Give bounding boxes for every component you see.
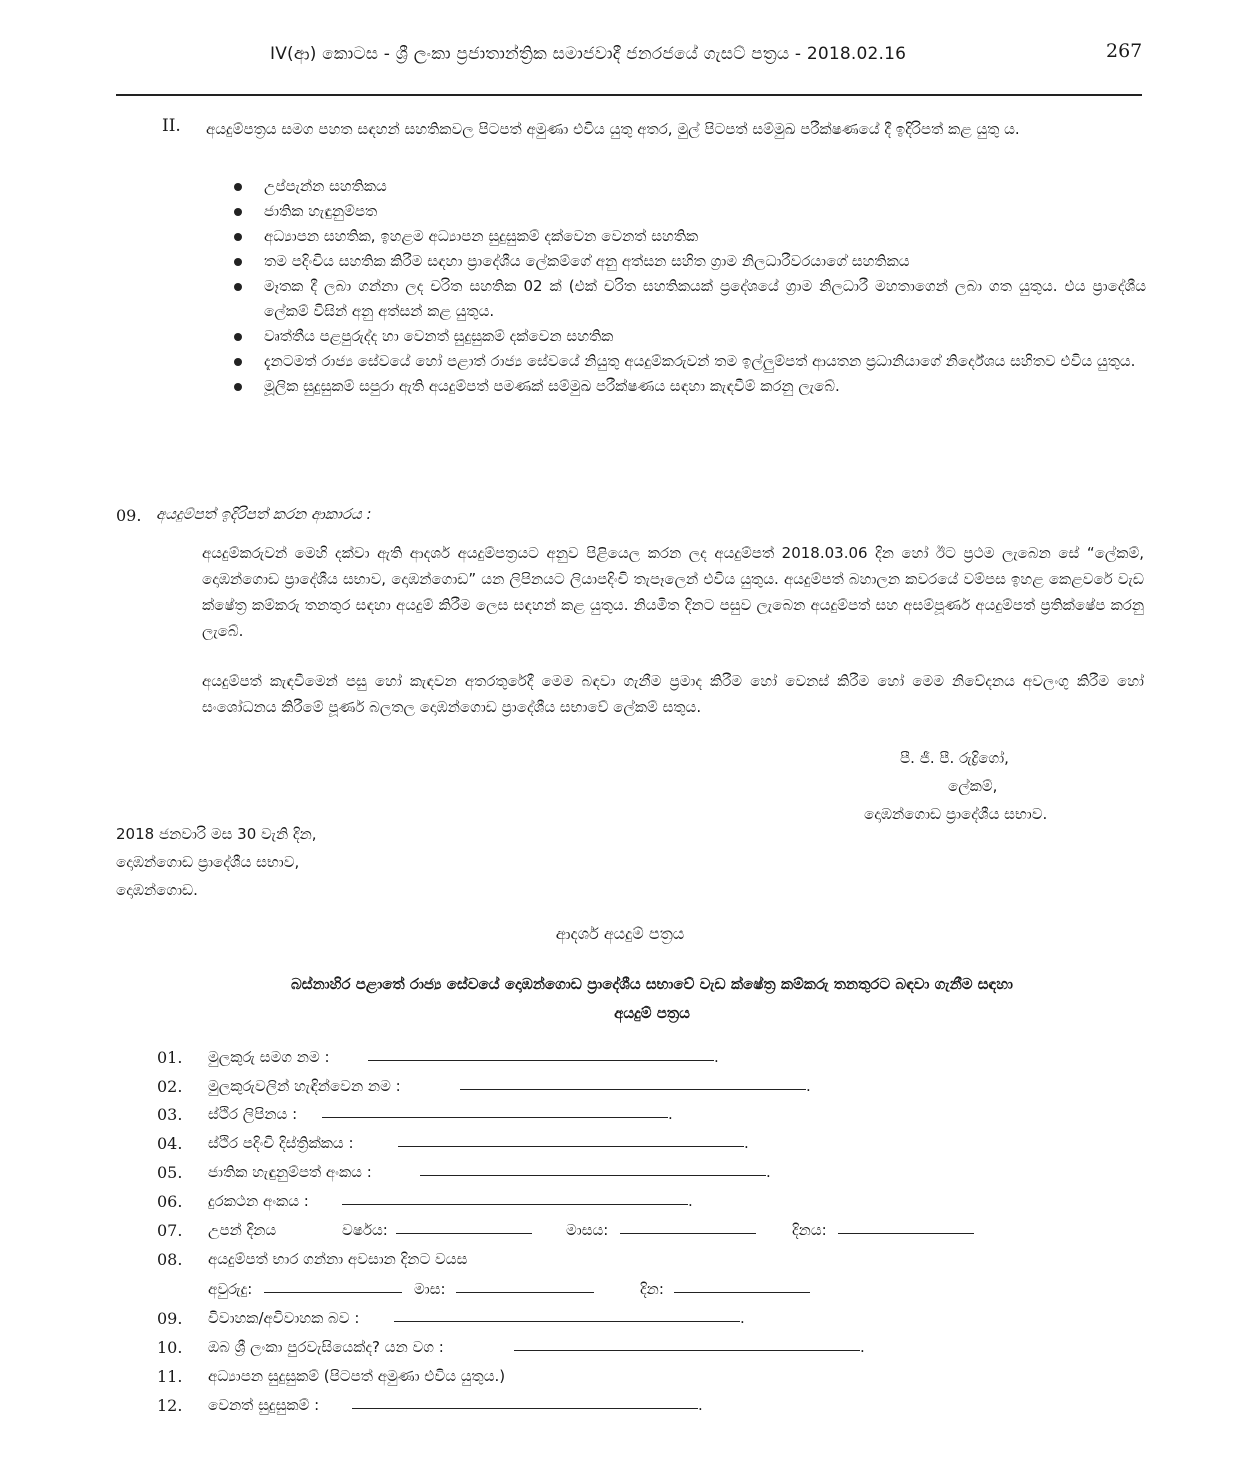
field-number: 12. (157, 1396, 183, 1415)
fill-line (322, 1117, 668, 1118)
fill-line (838, 1233, 974, 1234)
field-number: 05. (157, 1163, 183, 1182)
fill-line (398, 1146, 744, 1147)
fill-line (352, 1408, 698, 1409)
signatory-office: දොඹන්ගොඩ ප්‍රාදේශීය සභාව. (864, 805, 1048, 823)
fill-line (264, 1292, 402, 1293)
fill-line (620, 1233, 756, 1234)
list-item: දැනටමත් රාජ්‍ය සේවයේ හෝ පළාත් රාජ්‍ය සේවයේ නියුතු අයදුම්කරුවන් තම ඉල්ලුම්පත් ආයතන ප්‍රධානියාගේ නිර්දේශය සහිතව එවිය යුතුය. (234, 349, 1146, 374)
field-label-full-name: මුලකුරු සමග නම : (208, 1048, 330, 1066)
signatory-name: පී. ජී. පී. රුද්‍රිගෝ, (900, 749, 1009, 767)
field-number: 11. (157, 1367, 183, 1386)
fill-line (394, 1321, 740, 1322)
fill-line (674, 1292, 810, 1293)
fill-line (420, 1175, 766, 1176)
field-label-marital-status: විවාහක/අවිවාහක බව : (208, 1309, 360, 1327)
field-label-citizenship: ඔබ ශ්‍රී ලංකා පුරවැසියෙක්ද? යන වග : (208, 1338, 444, 1356)
field-number: 10. (157, 1338, 183, 1357)
field-label-age-at-closing: අයදුම්පත් භාර ගන්නා අවසාන දිනට වයස (208, 1250, 468, 1268)
section-09-heading: අයදුම්පත් ඉදිරිපත් කරන ආකාරය : (156, 505, 372, 523)
section-ii-intro: අයදුම්පත්‍රය සමග පහත සඳහන් සහතිකවල පිටපත් අමුණා එවිය යුතු අතර, මුල් පිටපත් සම්මුඛ පරීක්ෂණයේ දී ඉදිරිපත් කළ යුතු ය. (206, 120, 1020, 138)
signatory-title: ලේකම්, (948, 777, 998, 795)
field-number: 07. (157, 1221, 183, 1240)
field-label-nic-number: ජාතික හැඳුනුම්පත් අංකය : (208, 1163, 372, 1181)
list-item: උප්පැන්න සහතිකය (234, 174, 1146, 199)
rights-paragraph: අයදුම්පත් කැඳවීමෙන් පසු හෝ කැඳවන අතරතුරේදී මෙම බඳවා ගැනීම ප්‍රමාද කිරීම හෝ වෙනස් කිරීම හෝ මෙම නිවේදනය අවලංගු කිරීම හෝ සංශෝධනය කිරීමේ පූර්ණ බලතල දොඹන්ගොඩ ප්‍රාදේශීය සභාවේ ලේකම් සතුය. (202, 672, 1144, 716)
dateline-office: දොඹන්ගොඩ ප්‍රාදේශීය සභාව, (116, 853, 300, 871)
field-label-telephone: දුරකථන අංකය : (208, 1192, 309, 1210)
dateline-date: 2018 ජනවාරි මස 30 වැනි දින, (116, 825, 317, 843)
field-label-name-by-initials: මුලකුරුවලින් හැඳින්වෙන නම : (208, 1077, 401, 1095)
form-heading-line-2: අයදුම් පත්‍රය (614, 1004, 690, 1022)
age-years-label: අවුරුදු: (208, 1280, 253, 1298)
dob-month-label: මාසය: (566, 1221, 609, 1239)
gazette-header-title: IV(ආ) කොටස - ශ්‍රී ලංකා ප්‍රජාතාන්ත්‍රික සමාජවාදී ජනරජයේ ගැසට් පත්‍රය - 2018.02.16 (270, 44, 907, 64)
dateline-place: දොඹන්ගොඩ. (116, 881, 198, 899)
dob-day-label: දිනය: (792, 1221, 827, 1239)
list-item: මූලික සුදුසුකම් සපුරා ඇති අයදුම්පත් පමණක් සම්මුඛ පරීක්ෂණය සඳහා කැඳවීම් කරනු ලැබේ. (234, 374, 1146, 399)
dob-year-label: වර්ෂය: (342, 1221, 388, 1239)
list-item: තම පදිංචිය සහතික කිරීම සඳහා ප්‍රාදේශීය ලේකම්ගේ අනු අත්සන සහිත ග්‍රාම නිලධාරීවරයාගේ සහතිකය (234, 249, 1146, 274)
fill-line (460, 1089, 806, 1090)
field-number: 06. (157, 1192, 183, 1211)
field-number: 09. (157, 1309, 183, 1328)
fill-line (396, 1233, 532, 1234)
header-divider (116, 94, 1142, 96)
section-09-number: 09. (116, 506, 142, 525)
dateline (116, 820, 317, 904)
form-heading (190, 970, 1114, 1028)
field-number: 02. (157, 1077, 183, 1096)
field-number: 01. (157, 1048, 183, 1067)
fill-line (342, 1204, 688, 1205)
list-item: අධ්‍යාපන සහතික, ඉහළම අධ්‍යාපන සුදුසුකම් දක්වෙන වෙනත් සහතික (234, 224, 1146, 249)
field-number: 04. (157, 1134, 183, 1153)
fill-line (368, 1060, 714, 1061)
field-label-permanent-address: ස්ථිර ලිපිනය : (208, 1105, 298, 1123)
fill-line (456, 1292, 594, 1293)
age-months-label: මාස: (414, 1280, 446, 1298)
list-item: වෘත්තීය පළපුරුද්ද හා වෙනත් සුදුසුකම් දක්වෙන සහතික (234, 324, 1146, 349)
required-certificates-list (234, 174, 1146, 399)
fill-line (514, 1350, 860, 1351)
field-label-other-qualifications: වෙනත් සුදුසුකම් : (208, 1396, 320, 1414)
field-number: 03. (157, 1105, 183, 1124)
page-number: 267 (1106, 40, 1143, 62)
field-label-education: අධ්‍යාපන සුදුසුකම් (පිටපත් අමුණා එවිය යුතුය.) (208, 1367, 506, 1385)
age-days-label: දින: (640, 1280, 664, 1298)
field-label-permanent-district: ස්ථිර පදිංචි දිස්ත්‍රික්කය : (208, 1134, 354, 1152)
field-number: 08. (157, 1250, 183, 1269)
list-item: මෑතක දී ලබා ගන්නා ලද චරිත සහතික 02 ක් (එක් චරිත සහතිකයක් ප්‍රදේශයේ ග්‍රාම නිලධාරී මහතාගෙන් ලබා ගත යුතුය. එය ප්‍රාදේශීය ලේකම් විසින් අනු අත්සන් කළ යුතුය. (234, 274, 1146, 324)
form-heading-line-1: බස්නාහිර පළාතේ රාජ්‍ය සේවයේ දොඹන්ගොඩ ප්‍රාදේශීය සභාවේ වැඩ ක්ෂේත්‍ර කම්කරු තනතුරට බඳවා ගැනීම සඳහා (291, 975, 1013, 993)
list-item: ජාතික හැඳුනුම්පත (234, 199, 1146, 224)
form-title: ආදර්ශ අයදුම් පත්‍රය (555, 924, 685, 943)
field-label-date-of-birth: උපන් දිනය (208, 1221, 277, 1239)
section-ii-number: II. (162, 116, 181, 136)
submission-paragraph: අයදුම්කරුවන් මෙහි දක්වා ඇති ආදර්ශ අයදුම්පත්‍රයට අනුව පිළියෙල කරන ලද අයදුම්පත් 2018.03.06 දින හෝ ඊට ප්‍රථම ලැබෙන සේ “ලේකම්, දොඹන්ගොඩ ප්‍රාදේශීය සභාව, දොඹන්ගොඩ” යන ලිපිනයට ලියාපදිංචි තැපෑලෙන් එවිය යුතුය. අයදුම්පත් බහාලන කවරයේ වම්පස ඉහළ කෙළවරේ වැඩ ක්ෂේත්‍ර කම්කරු තනතුර සඳහා අයදුම් කිරීම ලෙස සඳහන් කළ යුතුය. නියමිත දිනට පසුව ලැබෙන අයදුම්පත් සහ අසම්පූර්ණ අයදුම්පත් ප්‍රතික්ෂේප කරනු ලැබේ. (202, 544, 1144, 640)
